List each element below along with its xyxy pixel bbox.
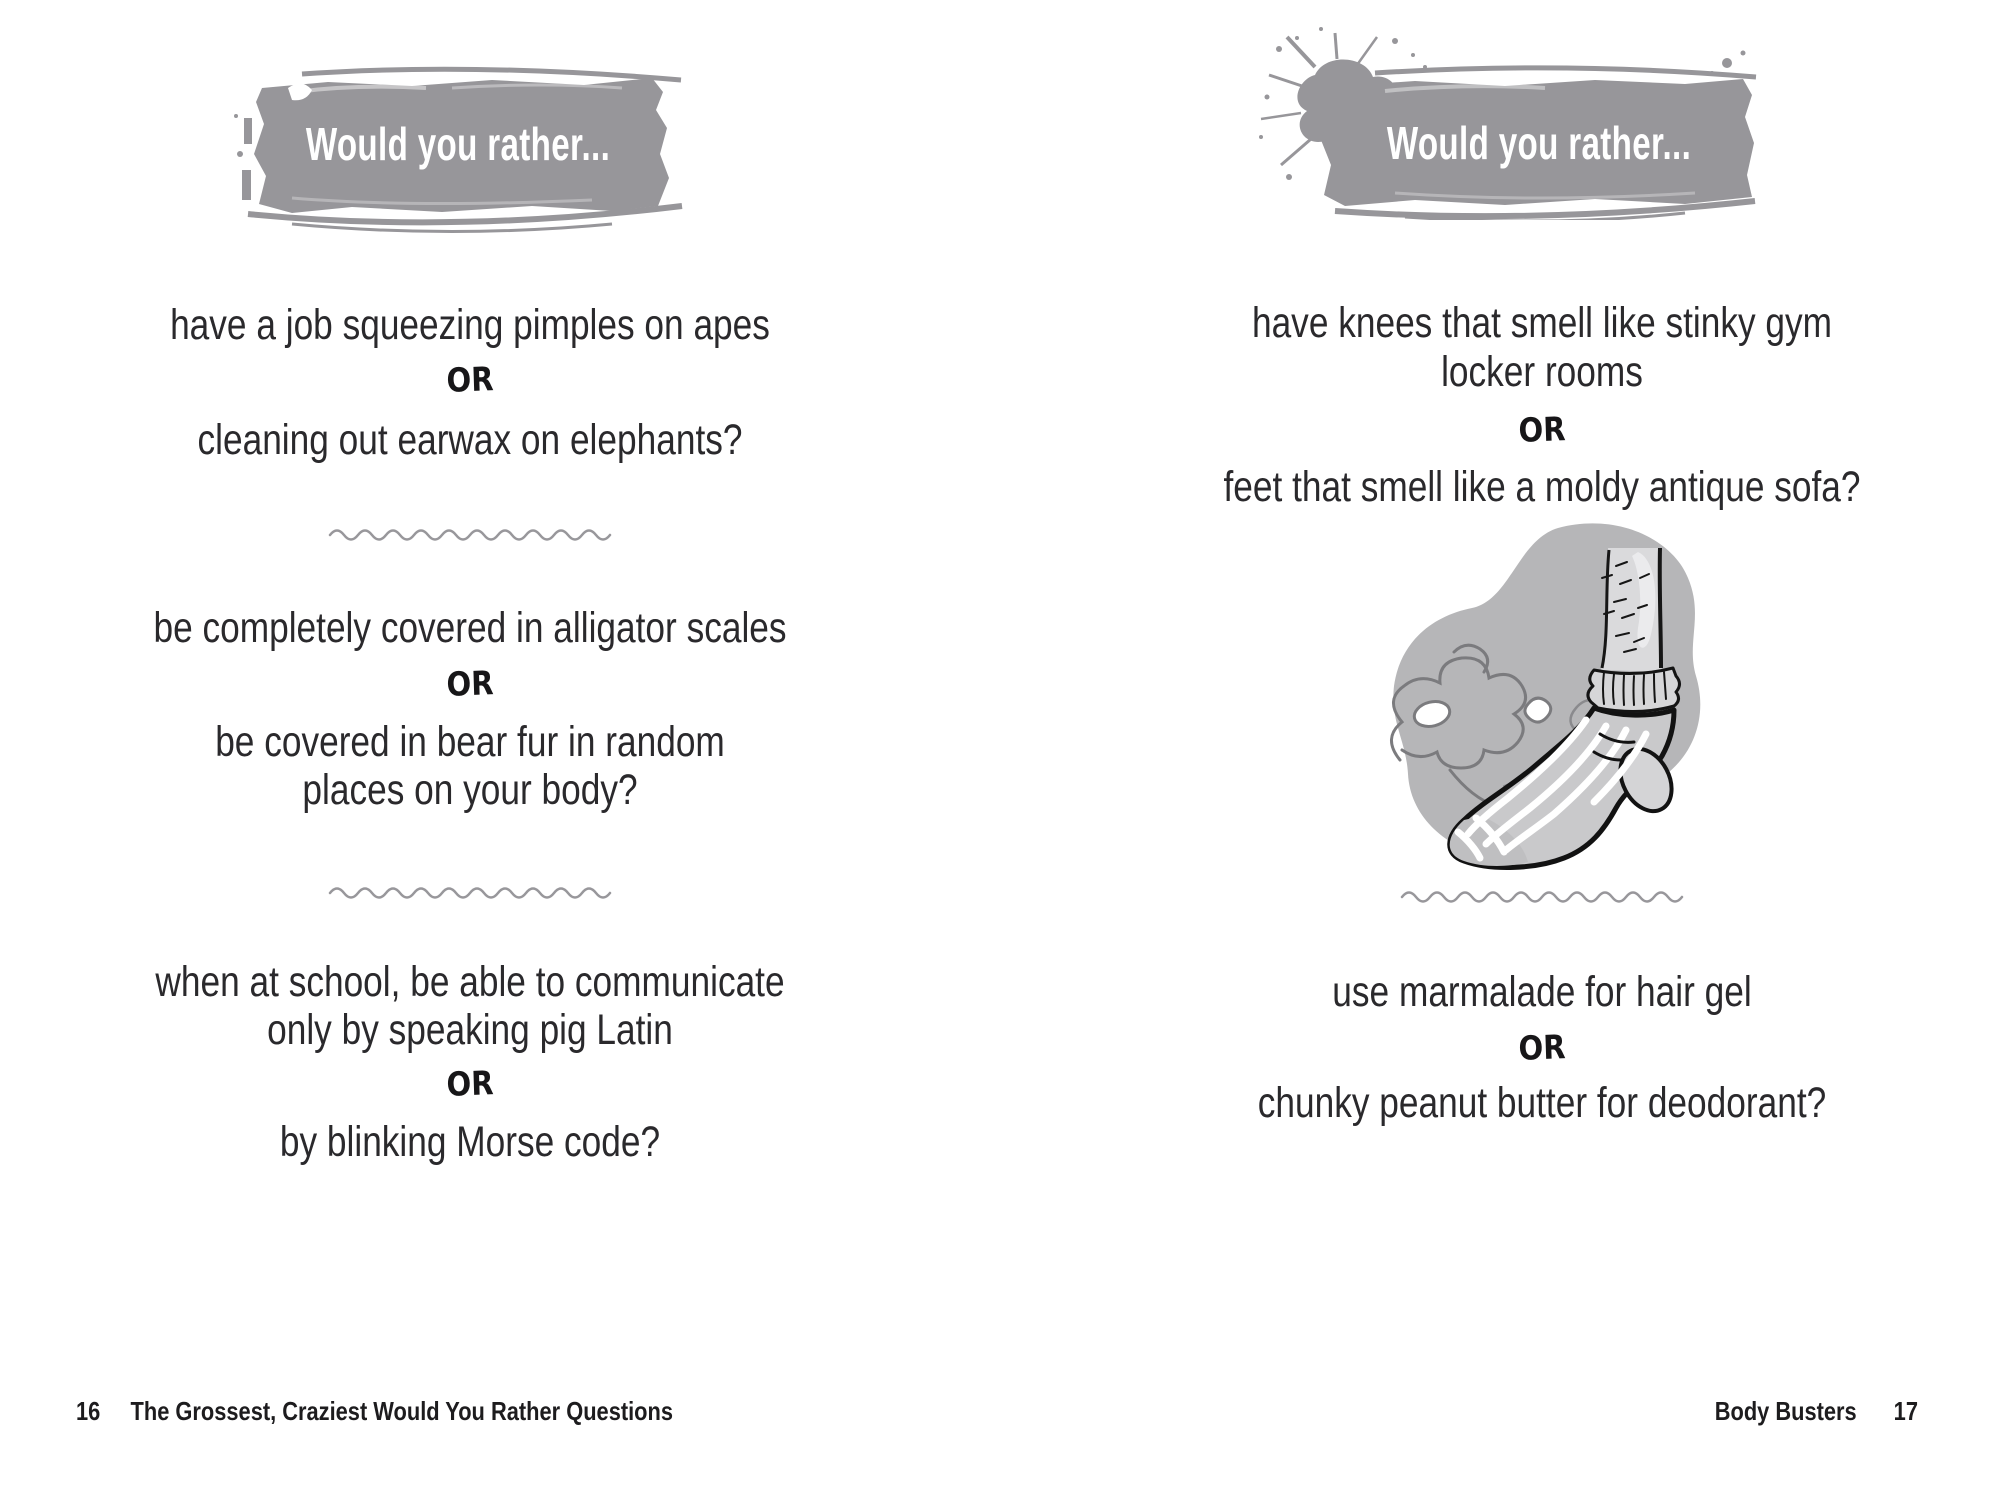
- page-number: 17: [1893, 1396, 1918, 1426]
- banner-title: Would you rather...: [305, 118, 611, 170]
- page-footer-right: [1715, 1396, 1918, 1427]
- question-line: by blinking Morse code?: [279, 1118, 661, 1166]
- question-line: chunky peanut butter for deodorant?: [1257, 1079, 1827, 1127]
- question-line: only by speaking pig Latin: [267, 1006, 673, 1054]
- brush-banner: [232, 58, 684, 234]
- squiggle-divider: [1398, 886, 1686, 904]
- question-line: places on your body?: [302, 766, 638, 814]
- question-line: be completely covered in alligator scales: [153, 604, 787, 652]
- question-line: when at school, be able to communicate: [155, 958, 785, 1006]
- hairy-leg: [1601, 548, 1662, 672]
- question-line: cleaning out earwax on elephants?: [197, 416, 743, 464]
- question-line: have a job squeezing pimples on apes: [170, 301, 770, 349]
- or-label: OR: [445, 1063, 495, 1104]
- question-line: be covered in bear fur in random: [215, 718, 725, 766]
- question-line: feet that smell like a moldy antique sofa?: [1223, 463, 1861, 511]
- smelly-sock-illustration: [1388, 518, 1736, 874]
- page-number: 16: [76, 1396, 101, 1426]
- or-label: OR: [445, 663, 495, 704]
- or-label: OR: [1517, 409, 1567, 450]
- question-line: have knees that smell like stinky gym: [1251, 299, 1833, 347]
- banner-title: Would you rather...: [1386, 117, 1692, 169]
- or-label: OR: [1517, 1027, 1567, 1068]
- squiggle-divider: [326, 524, 614, 542]
- page-footer-left: [76, 1396, 673, 1427]
- running-title: The Grossest, Craziest Would You Rather Questions: [130, 1396, 674, 1426]
- or-label: OR: [445, 359, 495, 400]
- question-line: use marmalade for hair gel: [1332, 968, 1752, 1016]
- squiggle-divider: [326, 882, 614, 900]
- running-title: Body Busters: [1714, 1396, 1857, 1426]
- question-line: locker rooms: [1441, 348, 1643, 396]
- brush-banner: [1255, 25, 1760, 220]
